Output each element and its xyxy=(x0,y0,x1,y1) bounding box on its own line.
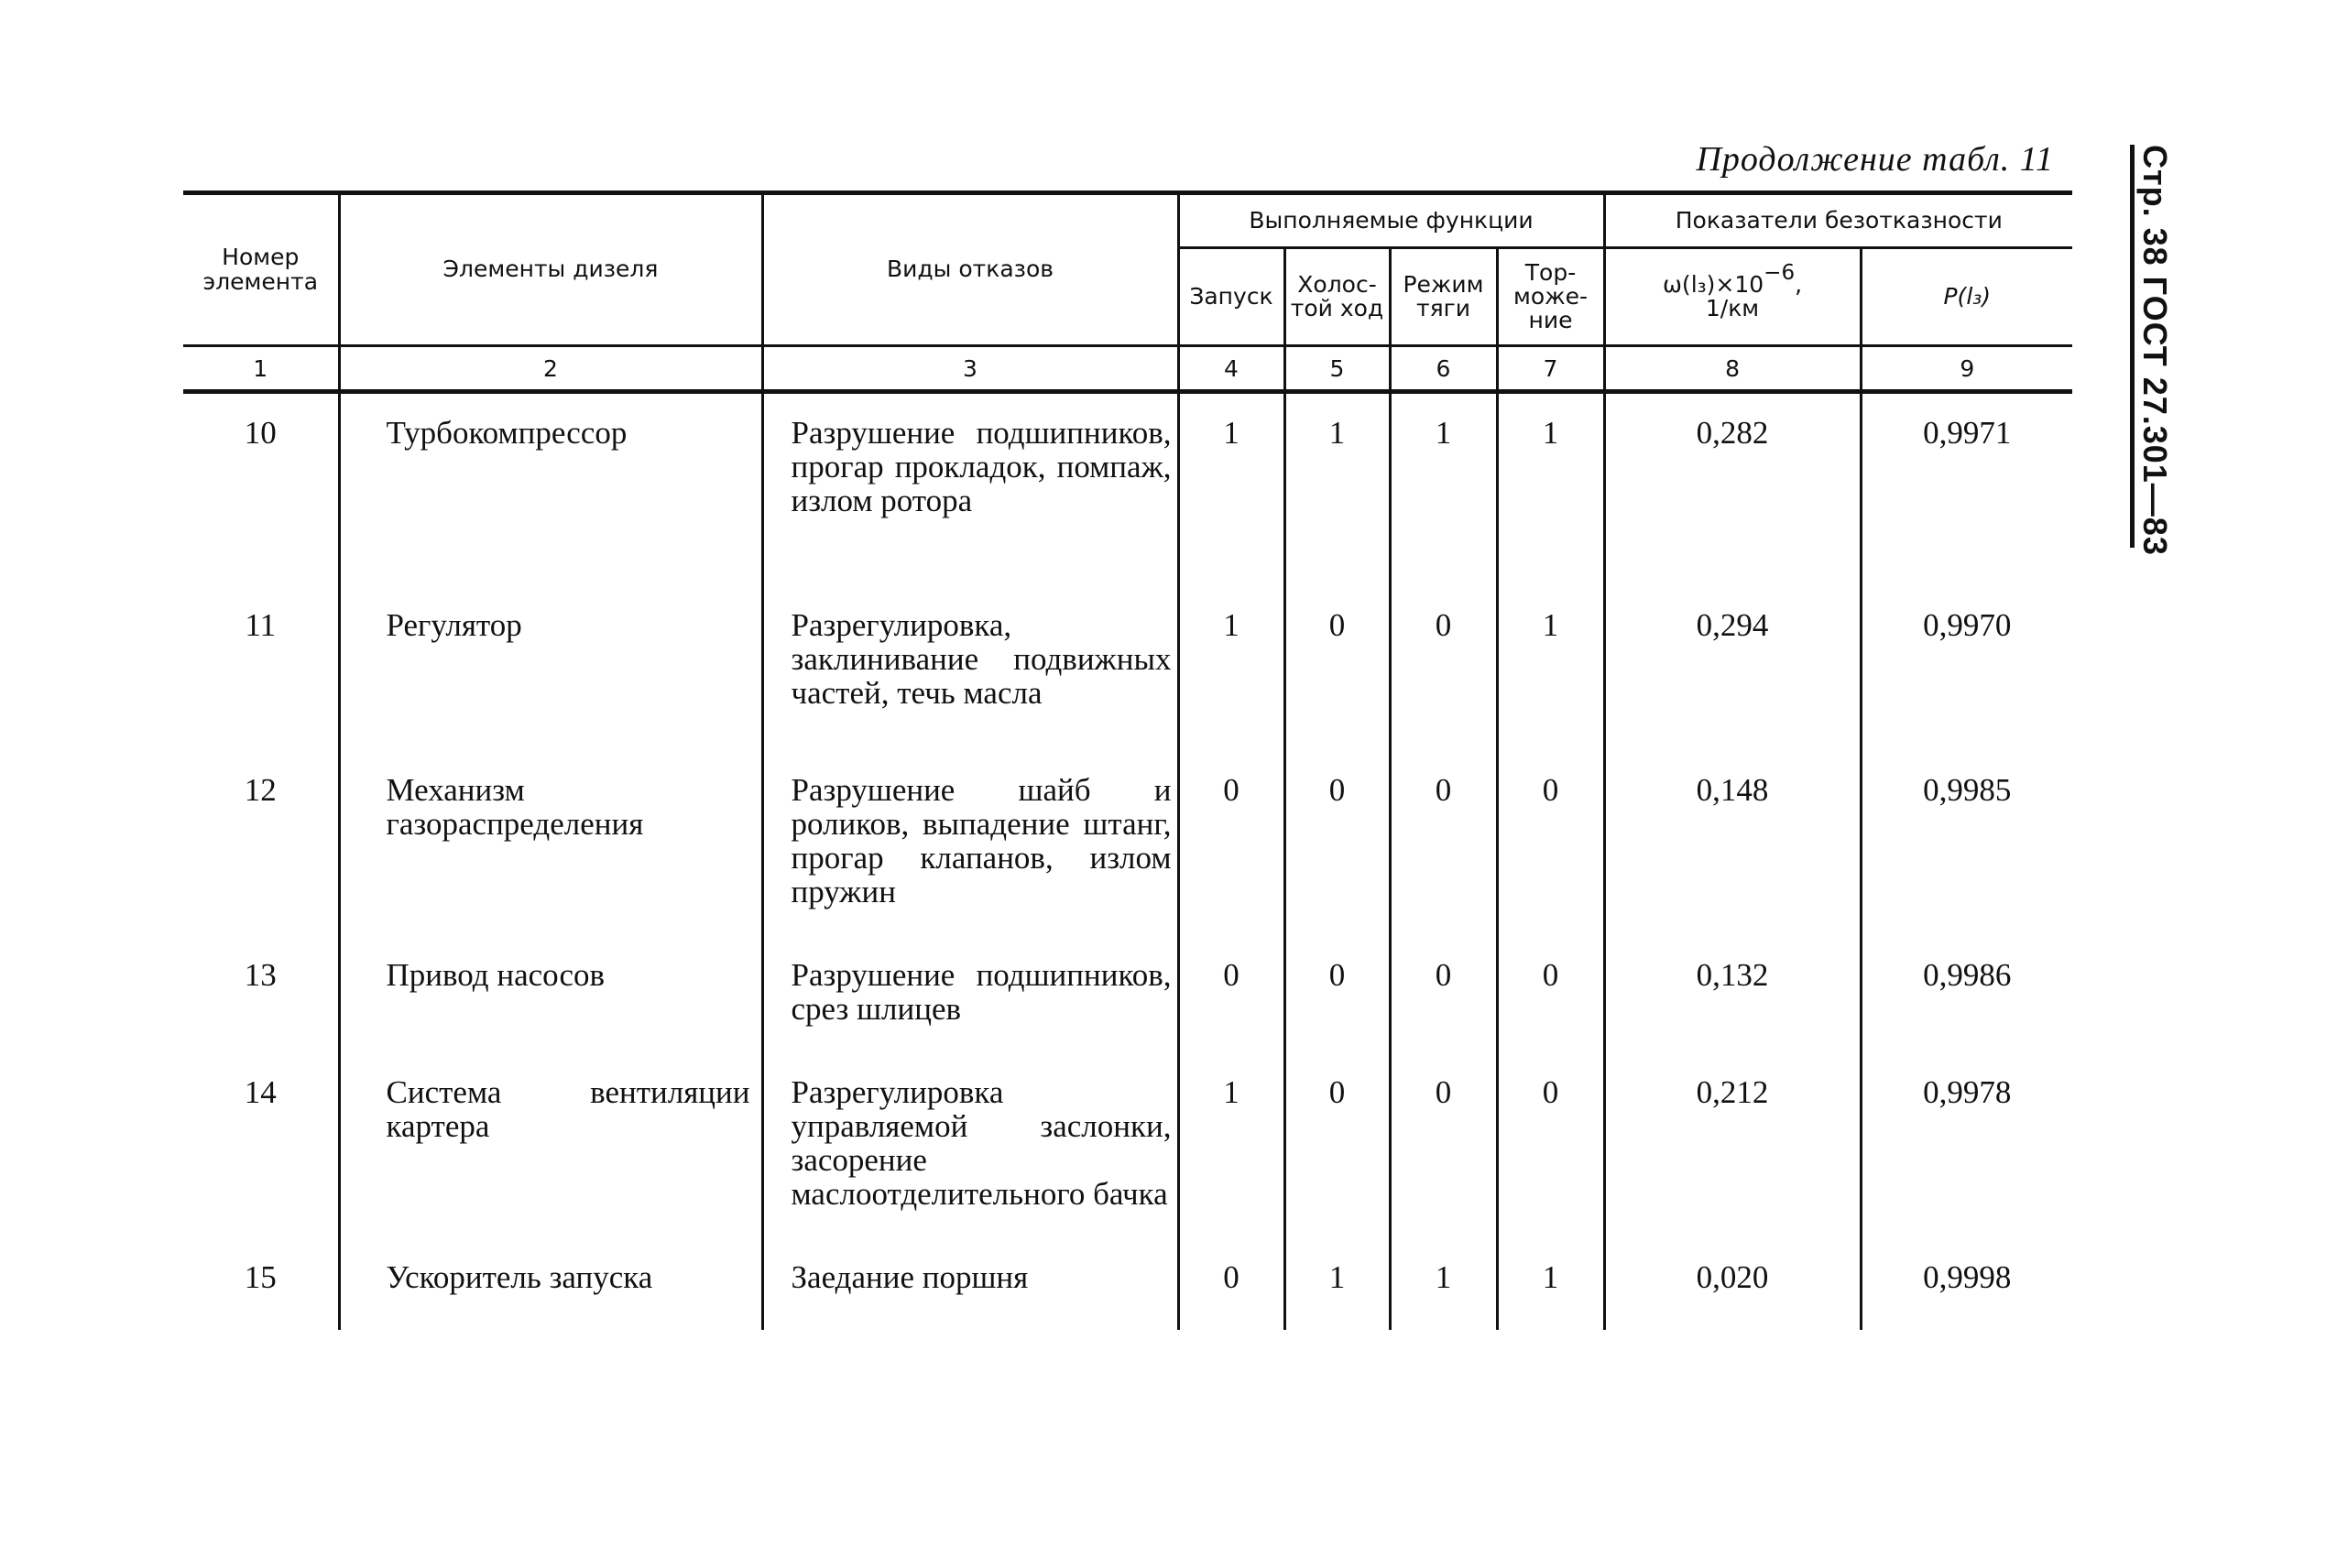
table-row xyxy=(183,1238,2072,1330)
element-number-cell: 12 xyxy=(244,771,277,808)
idle-flag-cell: 0 xyxy=(1284,586,1390,751)
braking-flag-cell: 0 xyxy=(1497,936,1604,1053)
braking-flag-cell: 1 xyxy=(1497,392,1604,586)
header-failure-types: Виды отказов xyxy=(762,193,1178,346)
failure-type-cell: Разрегулировка управляемой заслонки, засорение маслоотделительного бачка xyxy=(762,1053,1178,1238)
column-number: 7 xyxy=(1497,346,1604,392)
table-row xyxy=(183,1053,2072,1238)
table-row xyxy=(183,936,2072,1053)
element-number-cell: 10 xyxy=(244,415,277,451)
side-page-header xyxy=(2130,145,2176,556)
table-row xyxy=(183,751,2072,936)
traction-flag-cell: 0 xyxy=(1390,751,1497,936)
column-number: 6 xyxy=(1390,346,1497,392)
omega-value-cell: 0,132 xyxy=(1604,936,1861,1053)
probability-value-cell: 0,9978 xyxy=(1861,1053,2072,1238)
failure-type-cell: Разрушение шайб и роликов, выпадение штанг, прогар клапанов, излом пружин xyxy=(762,751,1178,936)
braking-flag-cell: 1 xyxy=(1497,586,1604,751)
side-header-rule xyxy=(2130,145,2135,548)
probability-value-cell: 0,9970 xyxy=(1861,586,2072,751)
column-number: 8 xyxy=(1604,346,1861,392)
failure-type-cell: Разрушение подшипников, срез шлицев xyxy=(762,936,1178,1053)
column-number: 4 xyxy=(1178,346,1284,392)
failure-type-cell: Заедание поршня xyxy=(762,1238,1178,1330)
header-omega-exponent: −6 xyxy=(1764,260,1796,285)
element-number-cell: 13 xyxy=(244,956,277,993)
column-number: 2 xyxy=(339,346,762,392)
probability-value-cell: 0,9971 xyxy=(1861,392,2072,586)
header-function-idle: Холос-той ход xyxy=(1284,248,1390,346)
omega-value-cell: 0,148 xyxy=(1604,751,1861,936)
header-function-braking: Тор-може-ние xyxy=(1497,248,1604,346)
element-name-cell: Система вентиляции картера xyxy=(339,1053,762,1238)
start-flag-cell: 1 xyxy=(1178,586,1284,751)
idle-flag-cell: 0 xyxy=(1284,936,1390,1053)
element-name-cell: Ускоритель запуска xyxy=(339,1238,762,1330)
element-number-cell: 14 xyxy=(244,1073,277,1110)
start-flag-cell: 1 xyxy=(1178,392,1284,586)
start-flag-cell: 0 xyxy=(1178,936,1284,1053)
element-name-cell: Привод насосов xyxy=(339,936,762,1053)
header-omega-comma: , xyxy=(1795,270,1803,298)
omega-value-cell: 0,212 xyxy=(1604,1053,1861,1238)
header-functions-group: Выполняемые функции xyxy=(1178,193,1604,248)
header-element-number: Номер элемента xyxy=(183,193,339,346)
table-row xyxy=(183,586,2072,751)
start-flag-cell: 1 xyxy=(1178,1053,1284,1238)
idle-flag-cell: 1 xyxy=(1284,392,1390,586)
probability-value-cell: 0,9998 xyxy=(1861,1238,2072,1330)
start-flag-cell: 0 xyxy=(1178,751,1284,936)
traction-flag-cell: 1 xyxy=(1390,392,1497,586)
probability-value-cell: 0,9986 xyxy=(1861,936,2072,1053)
traction-flag-cell: 0 xyxy=(1390,936,1497,1053)
table-row xyxy=(183,392,2072,586)
omega-value-cell: 0,282 xyxy=(1604,392,1861,586)
side-header-text: Стр. 38 ГОСТ 27.301—83 xyxy=(2136,145,2174,556)
header-omega-unit: 1/км xyxy=(1705,295,1760,321)
element-number-cell: 15 xyxy=(244,1258,277,1295)
element-number-cell: 11 xyxy=(245,606,277,643)
traction-flag-cell: 1 xyxy=(1390,1238,1497,1330)
braking-flag-cell: 1 xyxy=(1497,1238,1604,1330)
column-number: 9 xyxy=(1861,346,2072,392)
failure-type-cell: Разрушение подшипников, прогар прокладок, помпаж, излом ротора xyxy=(762,392,1178,586)
failure-type-cell: Разрегулировка, заклинивание подвижных частей, течь масла xyxy=(762,586,1178,751)
traction-flag-cell: 0 xyxy=(1390,1053,1497,1238)
header-function-start: Запуск xyxy=(1178,248,1284,346)
column-number: 1 xyxy=(183,346,339,392)
idle-flag-cell: 1 xyxy=(1284,1238,1390,1330)
header-omega-main: ω(l₃)×10 xyxy=(1663,270,1764,298)
traction-flag-cell: 0 xyxy=(1390,586,1497,751)
omega-value-cell: 0,294 xyxy=(1604,586,1861,751)
header-reliability-group: Показатели безотказности xyxy=(1604,193,2072,248)
start-flag-cell: 0 xyxy=(1178,1238,1284,1330)
continuation-label: Продолжение табл. 11 xyxy=(1696,140,2054,179)
element-name-cell: Турбокомпрессор xyxy=(339,392,762,586)
header-diesel-elements: Элементы дизеля xyxy=(339,193,762,346)
probability-value-cell: 0,9985 xyxy=(1861,751,2072,936)
failure-table xyxy=(183,191,2072,1330)
header-function-traction: Режим тяги xyxy=(1390,248,1497,346)
column-number: 3 xyxy=(762,346,1178,392)
element-name-cell: Регулятор xyxy=(339,586,762,751)
braking-flag-cell: 0 xyxy=(1497,751,1604,936)
header-probability: P(l₃) xyxy=(1861,248,2072,346)
idle-flag-cell: 0 xyxy=(1284,1053,1390,1238)
braking-flag-cell: 0 xyxy=(1497,1053,1604,1238)
column-number: 5 xyxy=(1284,346,1390,392)
element-name-cell: Механизм газораспределения xyxy=(339,751,762,936)
header-omega xyxy=(1604,248,1861,346)
omega-value-cell: 0,020 xyxy=(1604,1238,1861,1330)
idle-flag-cell: 0 xyxy=(1284,751,1390,936)
